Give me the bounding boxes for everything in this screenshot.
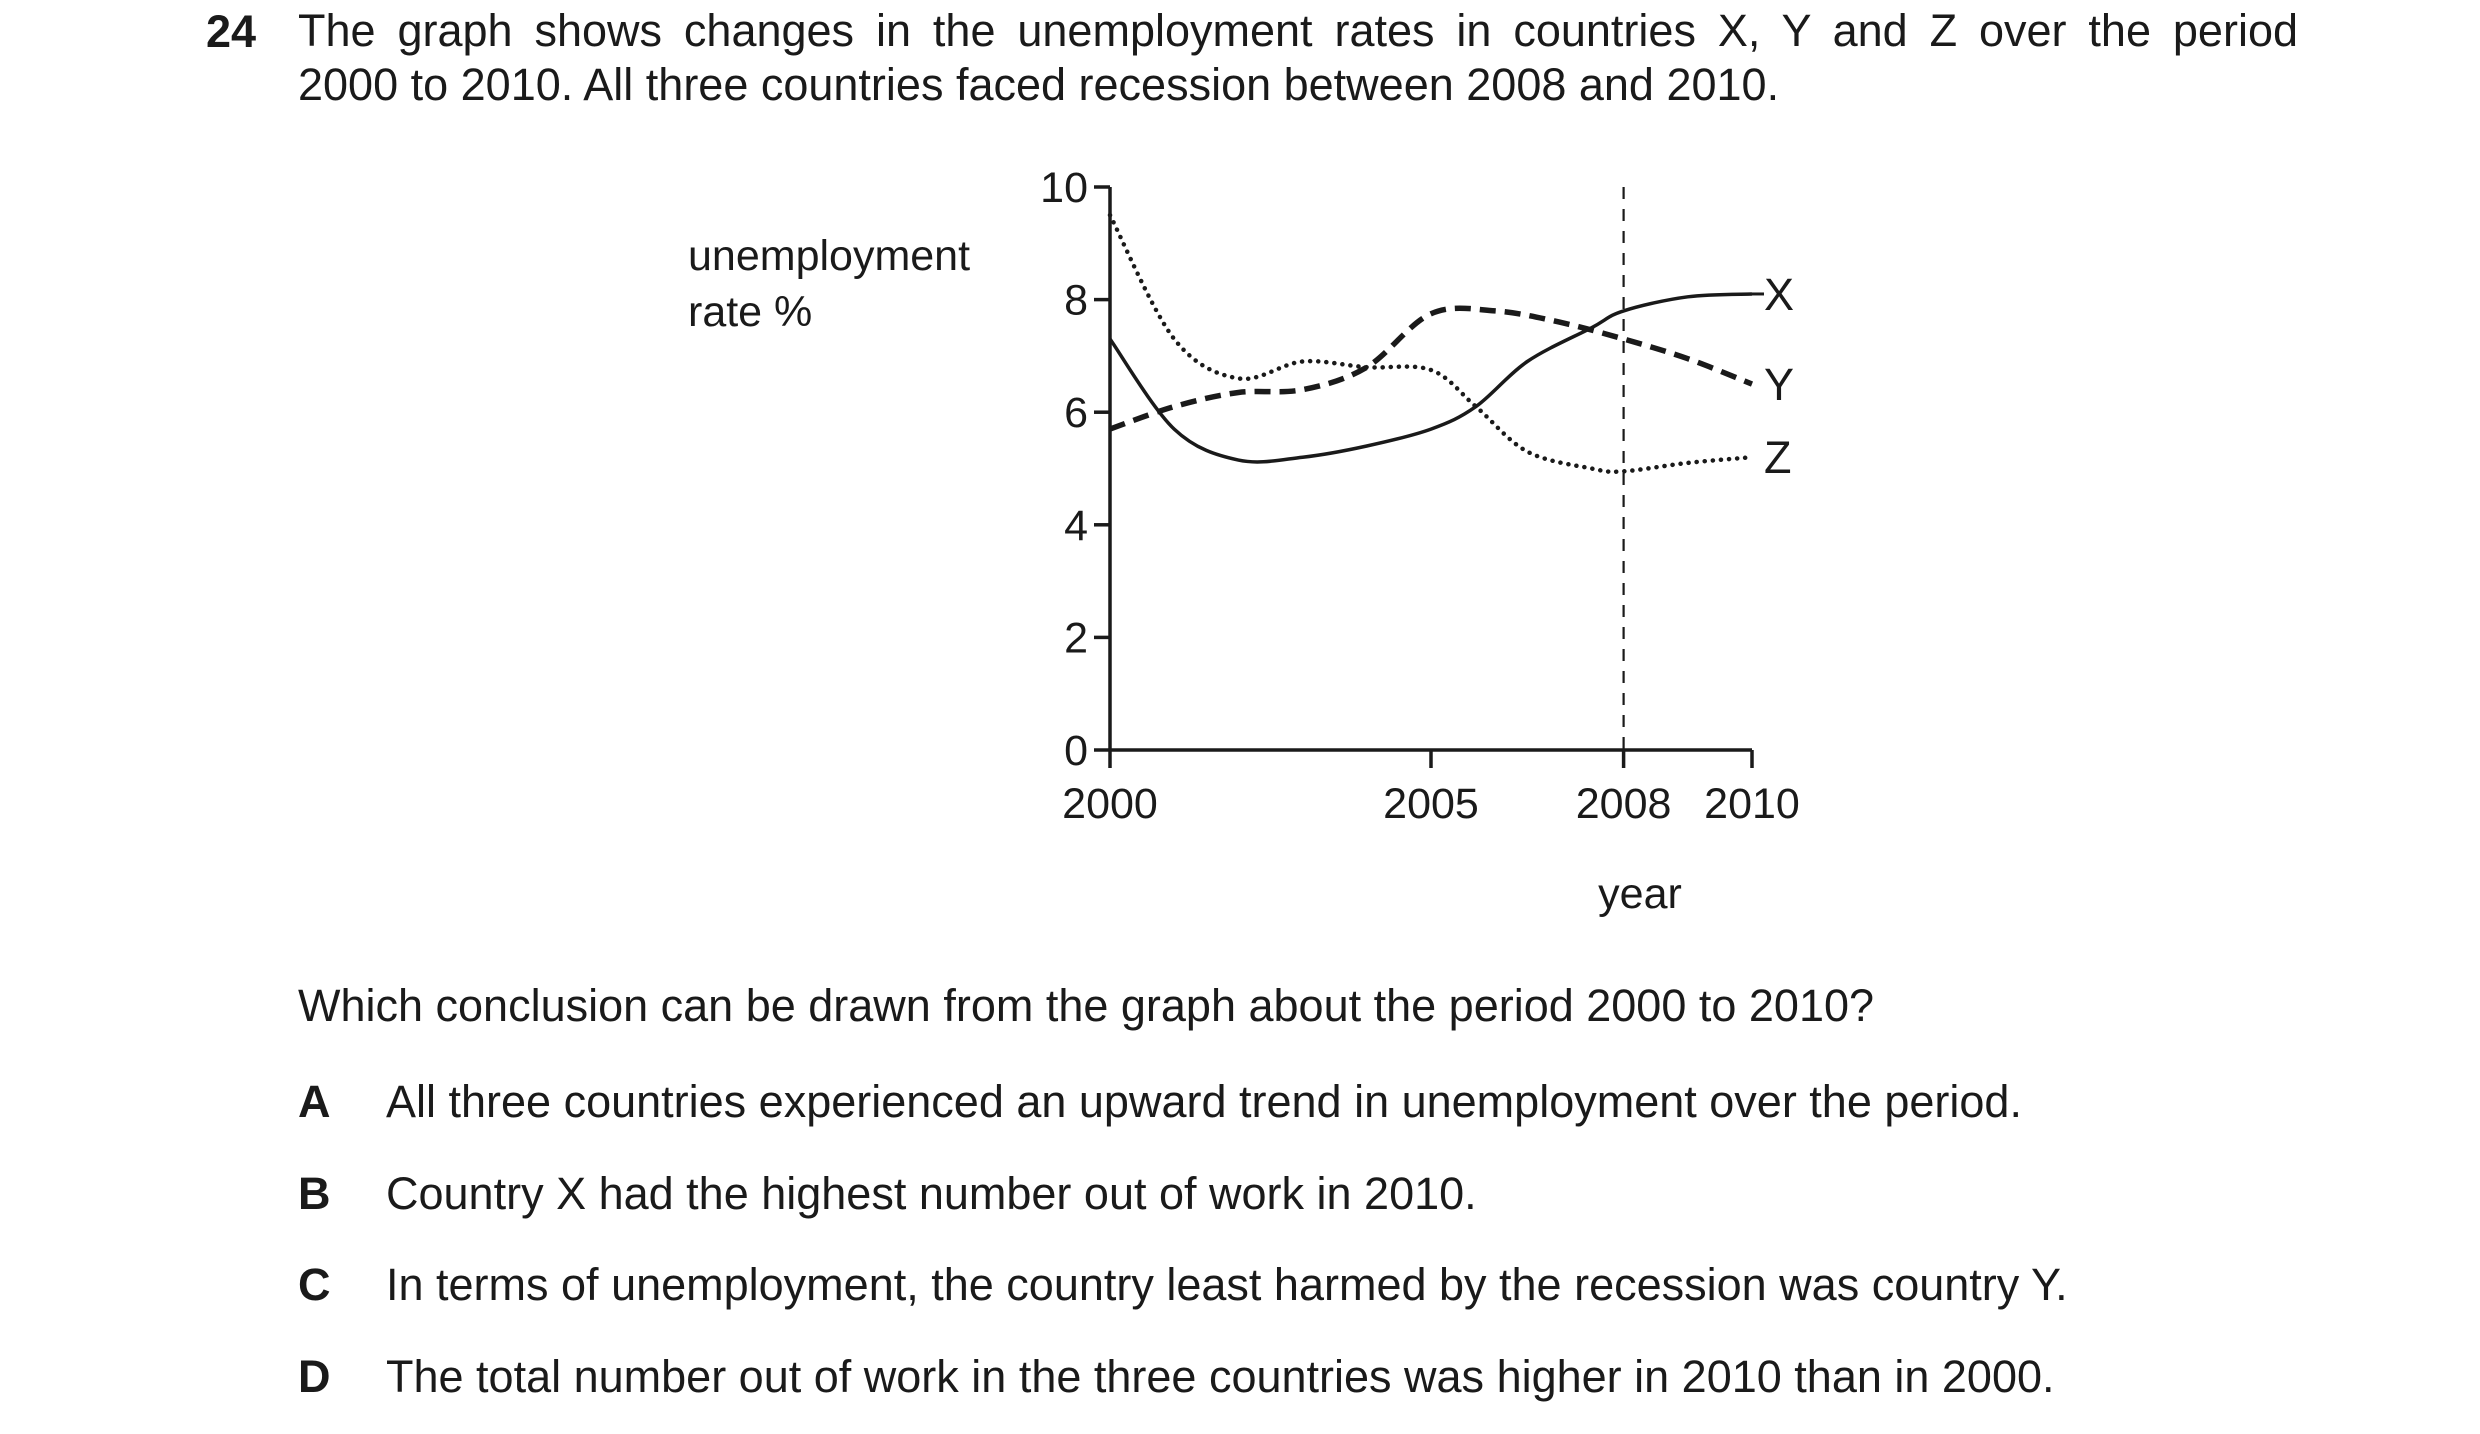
chart-labels bbox=[1752, 269, 1794, 483]
series-line-z bbox=[1110, 215, 1752, 472]
y-tick-label: 10 bbox=[1040, 164, 1088, 212]
series-label-z: Z bbox=[1764, 432, 1792, 484]
question-line-1: The graph shows changes in the unemployment rates in countries X, Y and Z over the period bbox=[298, 5, 2298, 56]
option-b-letter: B bbox=[298, 1168, 331, 1219]
x-tick-label: 2000 bbox=[1062, 780, 1158, 828]
option-c-text: In terms of unemployment, the country least harmed by the recession was country Y. bbox=[386, 1259, 2068, 1310]
x-tick-label: 2008 bbox=[1575, 780, 1672, 828]
x-tick-label: 2005 bbox=[1383, 780, 1479, 828]
series-label-y: Y bbox=[1764, 359, 1795, 411]
y-axis-label-line-2: rate % bbox=[688, 288, 813, 336]
chart-series bbox=[1110, 215, 1752, 472]
series-line-x bbox=[1110, 294, 1752, 462]
y-tick-label: 2 bbox=[1064, 614, 1088, 663]
y-tick-label: 6 bbox=[1064, 389, 1088, 438]
chart-axes bbox=[1040, 164, 1800, 918]
option-d-letter: D bbox=[298, 1351, 331, 1402]
question-line-2: 2000 to 2010. All three countries faced recession between 2008 and 2010. bbox=[298, 59, 1780, 110]
option-d-text: The total number out of work in the three countries was higher in 2010 than in 2000. bbox=[386, 1351, 2055, 1402]
option-a-text: All three countries experienced an upward trend in unemployment over the period. bbox=[386, 1076, 2022, 1127]
y-axis-label-line-1: unemployment bbox=[688, 232, 971, 280]
option-b-text: Country X had the highest number out of work in 2010. bbox=[386, 1168, 1477, 1219]
question-number: 24 bbox=[206, 6, 257, 57]
option-c-letter: C bbox=[298, 1259, 331, 1310]
y-tick-label: 8 bbox=[1064, 276, 1088, 325]
x-tick-label: 2010 bbox=[1704, 780, 1800, 828]
question-prompt: Which conclusion can be drawn from the graph about the period 2000 to 2010? bbox=[298, 980, 1875, 1031]
option-a-letter: A bbox=[298, 1076, 331, 1127]
series-label-x: X bbox=[1764, 268, 1795, 320]
y-tick-label: 0 bbox=[1064, 727, 1088, 775]
y-tick-label: 4 bbox=[1064, 501, 1088, 550]
x-axis-title: year bbox=[1598, 870, 1682, 918]
